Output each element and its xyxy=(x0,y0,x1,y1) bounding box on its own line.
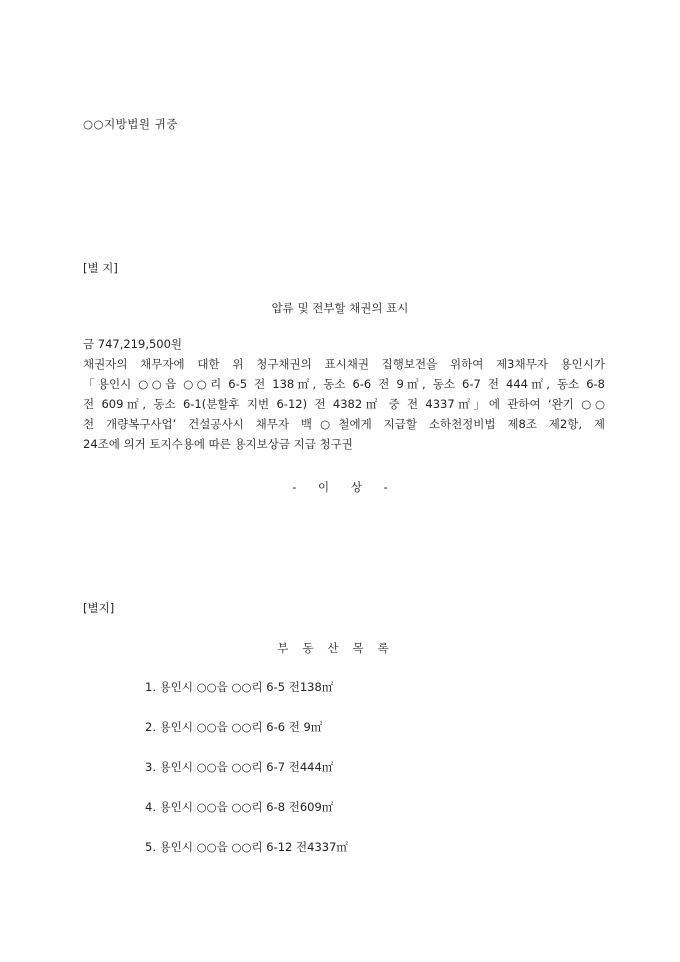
property-item: 1. 용인시 ○○읍 ○○리 6-5 전138㎡ xyxy=(145,680,334,694)
claim-description-line: 천 개량복구사업’ 건설공사시 채무자 백○철에게 지급할 소하천정비법 제8조 제2항, 제 xyxy=(83,417,605,431)
annex-label-1: [별 지] xyxy=(83,261,118,275)
court-addressee: ○○지방법원 귀중 xyxy=(83,117,178,131)
claim-description-line: 「용인시 ○○읍 ○○리 6-5 전 138㎡, 동소 6-6 전 9㎡, 동소 6-7 전 444㎡, 동소 6-8 xyxy=(83,377,605,391)
property-list-title: 부동산목록 xyxy=(277,641,403,655)
claim-amount: 금 747,219,500원 xyxy=(83,337,183,351)
claim-description-line: 채권자의 채무자에 대한 위 청구채권의 표시채권 집행보전을 위하여 제3채무자 용인시가 xyxy=(83,357,605,371)
annex-label-2: [별지] xyxy=(83,601,115,615)
claim-description-line: 전 609㎡, 동소 6-1(분할후 지번 6-12) 전 4382㎡ 중 전 4337㎡」에 관하여 ‘완기 ○○ xyxy=(83,397,605,411)
property-item: 3. 용인시 ○○읍 ○○리 6-7 전444㎡ xyxy=(145,760,334,774)
property-item: 4. 용인시 ○○읍 ○○리 6-8 전609㎡ xyxy=(145,800,334,814)
property-list xyxy=(145,680,348,880)
seizure-title: 압류 및 전부할 채권의 표시 xyxy=(271,301,409,315)
property-item: 2. 용인시 ○○읍 ○○리 6-6 전 9㎡ xyxy=(145,720,323,734)
ending-mark: - 이 상 - xyxy=(292,480,388,494)
claim-description-line: 24조에 의거 토지수용에 따른 용지보상금 지급 청구권 xyxy=(83,437,353,451)
claim-description xyxy=(83,354,605,454)
property-item: 5. 용인시 ○○읍 ○○리 6-12 전4337㎡ xyxy=(145,840,348,854)
